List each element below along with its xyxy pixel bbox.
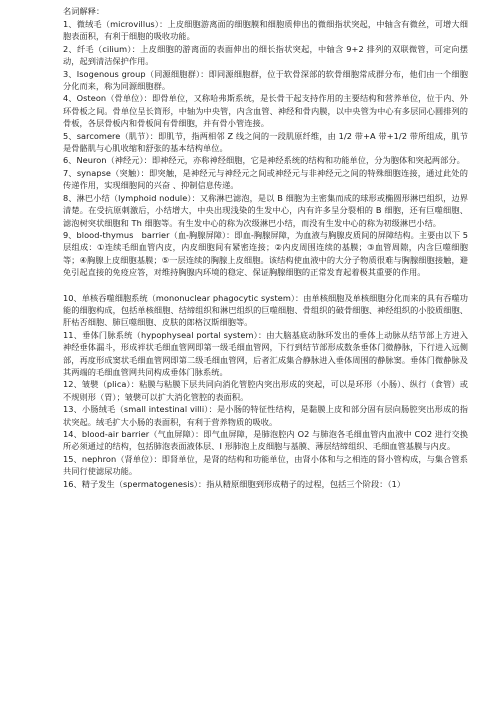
term-plica: 12、皱襞（plica）：粘膜与粘膜下层共同向消化管腔内突出形成的突起，可以是环形（小肠）、纵行（食管）或不规则形（胃）；皱襞可以扩大消化管腔的表面积。 [63,379,468,402]
term-nephron: 15、nephron（肾单位）：即肾单位，是肾的结构和功能单位，由肾小体和与之相连的肾小管构成，与集合管系共同行使滤尿功能。 [63,453,468,477]
term-microvillus: 1、微绒毛（microvillus）：上皮细胞游离面的细胞膜和细胞质伸出的微细指状突起，中轴含有微丝，可增大细胞表面积，有利于细胞的吸收功能。 [63,19,468,42]
term-blood-air-barrier: 14、blood-air barrier（气血屏障）：即气血屏障，是肺泡腔内 O2 与肺泡各毛细血管内血液中 CO2 进行交换所必须通过的结构，包括肺泡表面液体层、I 形肺泡上皮细胞与基膜、薄层结缔组织、毛细血管基膜与内皮。 [63,429,468,452]
term-spermatogenesis: 16、精子发生（spermatogenesis）：指从精原细胞到形成精子的过程，包括三个阶段：（1） [63,478,406,489]
term-osteon: 4、Osteon（骨单位）：即骨单位，又称哈弗斯系统，是长骨干起支持作用的主要结构和营养单位，位于内、外环骨板之间。骨单位呈长筒形，中轴为中央管，内含血管、神经和骨内膜，以中央管为中心有多层同心圆排列的骨板，各层骨板内和骨板间有骨细胞，并有骨小管连接。 [63,93,468,129]
term-mononuclear-phagocytic-system: 10、单核吞噬细胞系统（mononuclear phagocytic system）：由单核细胞及单核细胞分化而来的具有吞噬功能的细胞构成，包括单核细胞、结缔组织和淋巴组织的巨噬细胞、骨组织的破骨细胞、神经组织的小胶质细胞、肝枯否细胞、肺巨噬细胞、皮肤的郎格汉斯细胞等。 [63,292,468,328]
term-sarcomere: 5、sarcomere（肌节）：即肌节，指两相邻 Z 线之间的一段肌原纤维，由 1/2 带+A 带+1/2 带所组成，肌节是骨骼肌与心肌收缩和舒张的基本结构单位。 [63,130,468,154]
term-cilium: 2、纤毛（cilium）：上皮细胞的游离面的表面伸出的细长指状突起，中轴含 9+2 排列的双联微管，可定向摆动，起到清洁保护作用。 [63,43,468,67]
term-blood-thymus-barrier: 9、blood-thymus barrier（血-胸腺屏障）：即血-胸腺屏障，为血液与胸腺皮质间的屏障结构。主要由以下 5 层组成：①连续毛细血管内皮，内皮细胞间有紧密连接；②内皮周围连续的基膜；③血管周隙，内含巨噬细胞等；④胸腺上皮细胞基膜；⑤一层连续的胸腺上皮细胞。该结构使血液中的大分子物质很难与胸腺细胞接触，避免引起直接的免疫应答，对维持胸腺内环境的稳定、保证胸腺细胞的正常发育起着极其重要的作用。 [63,229,468,278]
paragraph-gap [63,279,468,292]
term-neuron: 6、Neuron（神经元）：即神经元，亦称神经细胞，它是神经系统的结构和功能单位，分为胞体和突起两部分。 [63,155,465,166]
page-heading: 名词解释： [63,6,105,16]
term-lymphoid-nodule: 8、淋巴小结（lymphoid nodule）：又称淋巴滤泡，是以 B 细胞为主密集而成的球形或椭圆形淋巴组织，边界清楚。在受抗原刺激后，小结增大，中央出现浅染的生发中心，内有许多呈分裂相的 B 细胞，还有巨噬细胞、滤泡树突状细胞和 Th 细胞等。有生发中心的称为次级淋巴小结，而没有生发中心的称为初级淋巴小结。 [63,192,468,228]
term-hypophyseal-portal-system: 11、垂体门脉系统（hypophyseal portal system）：由大脑基底动脉环发出的垂体上动脉从结节部上方进入神经垂体漏斗，形成袢状毛细血管网即第一级毛细血管网，下行到结节部形成数条垂体门微静脉，下行进入远侧部，再度形成窦状毛细血管网即第二级毛细血管网，后者汇成集合静脉进入垂体周围的静脉窦。垂体门微静脉及其两端的毛细血管网共同构成垂体门脉系统。 [63,329,468,377]
term-small-intestinal-villi: 13、小肠绒毛（small intestinal villi）：是小肠的特征性结构，是黏膜上皮和部分固有层向肠腔突出形成的指状突起。绒毛扩大小肠的表面积，有利于营养物质的吸收。 [63,404,468,427]
term-synapse: 7、synapse（突触）：即突触，是神经元与神经元之间或神经元与非神经元之间的特殊细胞连接，通过此处的传递作用，实现细胞间的兴奋 、抑制信息传递。 [63,167,468,191]
term-isogenous-group: 3、Isogenous group（同源细胞群）：即同源细胞群，位于软骨深部的软骨细胞常成群分布，他们由一个细胞分化而来，称为同源细胞群。 [63,68,468,92]
